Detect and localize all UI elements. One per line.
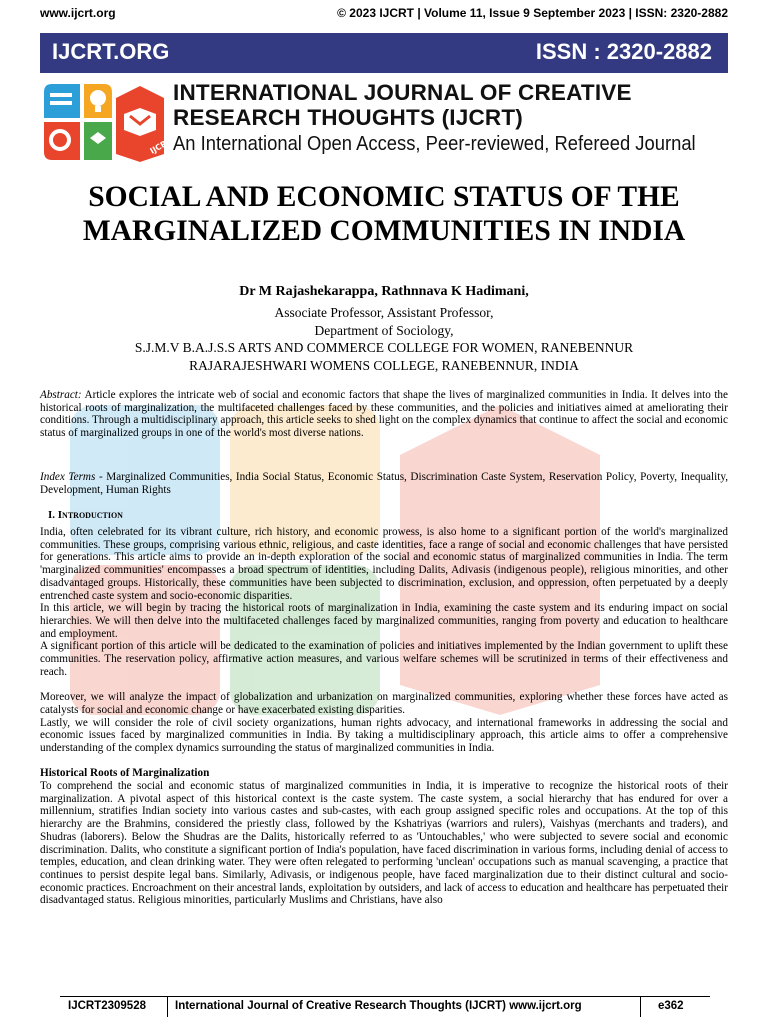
paper-authors: Dr M Rajashekarappa, Rathnnava K Hadimani, bbox=[239, 284, 529, 299]
journal-title bbox=[173, 80, 733, 130]
footer-paper-id: IJCRT2309528 bbox=[68, 1000, 146, 1012]
paper-title-line1: SOCIAL AND ECONOMIC STATUS OF THE bbox=[88, 181, 680, 213]
paragraph: Moreover, we will analyze the impact of globalization and urbanization on marginalized communities, exploring whether these forces have acted as catalysts for social and economic change or have exacerbated existing disparities. bbox=[40, 691, 728, 716]
abstract bbox=[40, 389, 728, 440]
ijcrt-logo-icon bbox=[40, 78, 173, 164]
journal-title-line2: RESEARCH THOUGHTS (IJCRT) bbox=[173, 105, 524, 130]
subsection-heading: Historical Roots of Marginalization bbox=[40, 767, 210, 780]
paragraph: A significant portion of this article will be dedicated to the examination of policies and initiatives implemented by the Indian government to uplift these communities. The reservation policy, affirmative action measures, and various welfare schemes will be scrutinized in terms of their effectiveness and reach. bbox=[40, 640, 728, 678]
paragraph: In this article, we will begin by tracing the historical roots of marginalization in India, examining the caste system and its enduring impact on social hierarchies. We will then delve into the multifaceted challenges faced by marginalized communities, ranging from poverty and education to healthcare and employment. bbox=[40, 602, 728, 640]
header-volume-info: © 2023 IJCRT | Volume 11, Issue 9 September 2023 | ISSN: 2320-2882 bbox=[337, 6, 728, 20]
affiliations bbox=[0, 304, 768, 374]
footer-page-number: e362 bbox=[658, 1000, 684, 1012]
banner-site: IJCRT.ORG bbox=[52, 39, 170, 64]
banner-issn: ISSN : 2320-2882 bbox=[535, 39, 712, 64]
affiliation-line1: Associate Professor, Assistant Professor, bbox=[274, 305, 494, 320]
index-terms bbox=[40, 471, 728, 496]
footer-journal-name: International Journal of Creative Research Thoughts (IJCRT) bbox=[175, 1000, 506, 1012]
running-header bbox=[40, 6, 728, 24]
footer-divider bbox=[167, 997, 168, 1017]
footer-site: www.ijcrt.org bbox=[509, 1000, 582, 1012]
footer-divider bbox=[640, 997, 641, 1017]
index-terms-text: - Marginalized Communities, India Social Status, Economic Status, Discrimination Caste System, Reservation Policy, Poverty, Inequality, Development, Human Rights bbox=[40, 471, 728, 496]
paragraph: Lastly, we will consider the role of civil society organizations, human rights advocacy, and international frameworks in addressing the social and economic issues faced by marginalized communities in India. By taking a multidisciplinary approach, this article aims to offer a comprehensive understanding of the complex dynamics surrounding the status of marginalized communities in India. bbox=[40, 716, 728, 754]
paragraph: India, often celebrated for its vibrant culture, rich history, and economic prowess, is also home to a significant portion of the world's marginalized communities. These groups, comprising various ethnic, religious, and caste identities, face a range of social and economic challenges that have persisted for generations. This article aims to provide an in-depth exploration of the social and economic status of marginalized communities in India. The term 'marginalized communities' encompasses a broad spectrum of identities, including Dalits, Adivasis (indigenous people), religious minorities, and other disadvantaged groups. Historically, these communities have been subjected to discrimination, exclusion, and oppression, often perpetuated by a deeply entrenched caste system and socio-economic disparities. bbox=[40, 526, 728, 602]
affiliation-line2: Department of Sociology, bbox=[314, 322, 454, 338]
affiliation-line4: RAJARAJESHWARI WOMENS COLLEGE, RANEBENNUR, INDIA bbox=[189, 357, 579, 373]
introduction-body bbox=[40, 526, 728, 907]
journal-subtitle: An International Open Access, Peer-reviewed, Refereed Journal bbox=[173, 133, 696, 155]
section-number: I. bbox=[48, 509, 58, 521]
footer-journal bbox=[175, 1000, 582, 1012]
page-footer bbox=[60, 996, 710, 1016]
abstract-label: Abstract: bbox=[40, 389, 82, 401]
journal-title-line1: INTERNATIONAL JOURNAL OF CREATIVE bbox=[173, 80, 632, 105]
logo-text: IJCRT bbox=[148, 136, 173, 156]
header-site: www.ijcrt.org bbox=[40, 6, 116, 20]
paragraph: To comprehend the social and economic status of marginalized communities in India, it is imperative to recognize the historical roots of their marginalization. A pivotal aspect of this historical context is the caste system. The caste system, a social hierarchy that has endured for over a millennium, stratifies Indian society into various castes and sub-castes, with each group assigned specific roles and occupations. At the top of this hierarchy are the Brahmins, considered the priestly class, followed by the Kshatriyas (warriors and rulers), Vaishyas (merchants and traders), and Shudras (laborers). Below the Shudras are the Dalits, historically referred to as 'Untouchables,' who were subjected to severe social and economic discrimination. Dalits, who constitute a significant portion of India's population, have faced discrimination in various forms, including denial of access to temples, education, and clean drinking water. They were often relegated to performing 'unclean' occupations such as manual scavenging, a practice that continues to persist despite legal bans. Similarly, Adivasis, or indigenous people, have faced marginalization due to their distinct cultural and socio-economic practices. Encroachment on their ancestral lands, exploitation by outsiders, and lack of access to education and healthcare has perpetuated their disadvantaged status. Religious minorities, particularly Muslims and Christians, have also bbox=[40, 780, 728, 907]
section-title: Introduction bbox=[57, 509, 123, 521]
paper-title bbox=[0, 180, 768, 248]
journal-banner bbox=[40, 33, 728, 73]
abstract-text: Article explores the intricate web of social and economic factors that shape the lives of marginalized communities in India. It delves into the historical roots of marginalization, the multifaceted challenges faced by these communities, and the policies and initiatives aimed at ameliorating their conditions. Through a multidisciplinary approach, this article seeks to shed light on the complex dynamics that continue to affect the social and economic status of marginalized groups in one of the world's most diverse nations. bbox=[40, 389, 728, 440]
affiliation-line3: S.J.M.V B.A.J.S.S ARTS AND COMMERCE COLLEGE FOR WOMEN, RANEBENNUR bbox=[134, 340, 634, 355]
index-terms-label: Index Terms bbox=[40, 471, 96, 483]
paper-title-line2: MARGINALIZED COMMUNITIES IN INDIA bbox=[82, 215, 686, 247]
section-heading-introduction bbox=[48, 509, 123, 521]
